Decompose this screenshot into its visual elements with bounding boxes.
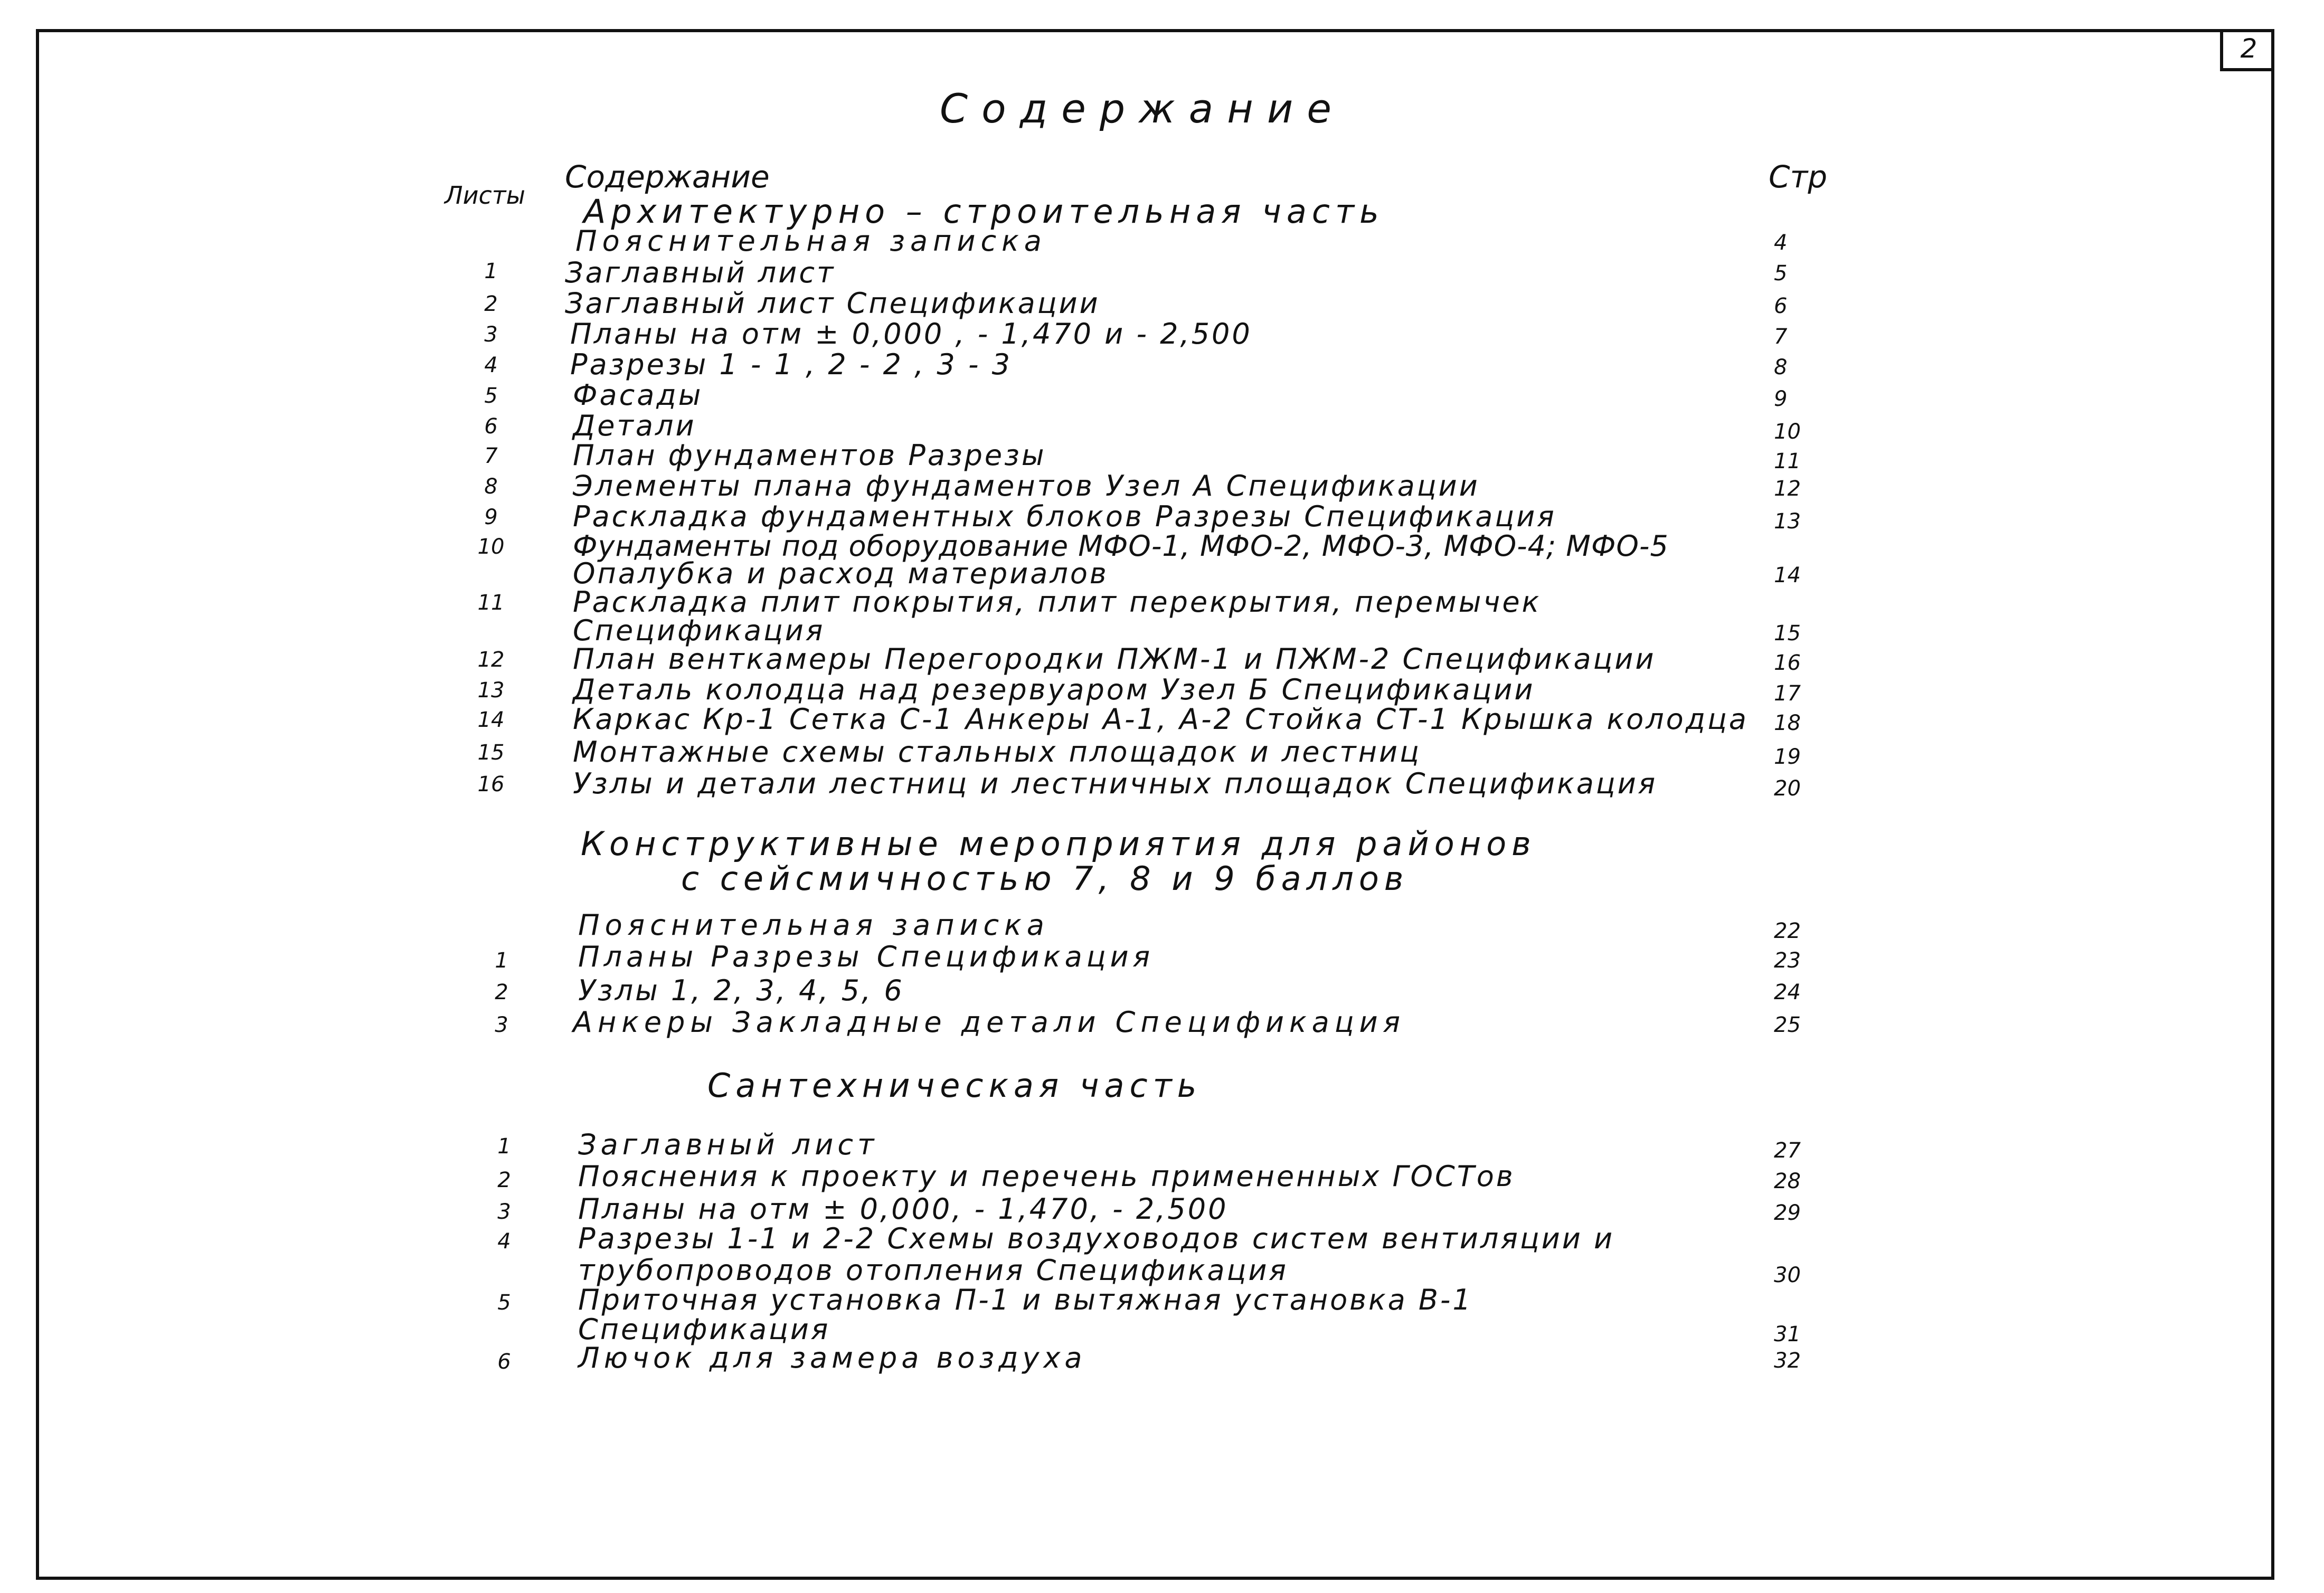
- row-number: 4: [497, 1229, 511, 1254]
- row-text: Узлы 1, 2, 3, 4, 5, 6: [578, 974, 904, 1007]
- row-page: 27: [1774, 1139, 1801, 1163]
- row-text: Элементы плана фундаментов Узел А Спецификации: [573, 469, 1480, 502]
- section-title-seismic-line2: с сейсмичностью 7, 8 и 9 баллов: [681, 859, 1409, 898]
- row-page: 20: [1774, 776, 1801, 801]
- row-page: 28: [1774, 1169, 1801, 1193]
- row-page: 14: [1774, 563, 1801, 587]
- row-text: Пояснительная записка: [578, 908, 1050, 942]
- row-page: 25: [1774, 1013, 1801, 1037]
- row-page: 24: [1774, 980, 1801, 1004]
- row-page: 32: [1774, 1349, 1801, 1373]
- row-number: 3: [495, 1013, 508, 1037]
- row-page: 4: [1774, 231, 1788, 255]
- row-number: 5: [484, 384, 498, 408]
- section-title-plumbing: Сантехническая часть: [707, 1066, 1202, 1105]
- row-text: Раскладка фундаментных блоков Разрезы Спецификация: [573, 500, 1556, 533]
- row-number: 1: [497, 1134, 511, 1159]
- row-text: Заглавный лист: [578, 1128, 878, 1161]
- row-text: План венткамеры Перегородки ПЖМ-1 и ПЖМ-2 Спецификации: [573, 642, 1656, 676]
- header-sheets: Листы: [445, 181, 525, 210]
- row-page: 29: [1774, 1201, 1801, 1225]
- row-page: 19: [1774, 745, 1801, 769]
- row-text: Детали: [573, 409, 696, 442]
- row-page: 10: [1774, 420, 1801, 444]
- row-page: 8: [1774, 355, 1788, 380]
- row-page: 31: [1774, 1322, 1801, 1347]
- row-text: Пояснения к проекту и перечень примененных ГОСТов: [578, 1160, 1515, 1193]
- row-page: 17: [1774, 681, 1801, 706]
- section-title-seismic: Конструктивные мероприятия для районов: [581, 824, 1536, 863]
- row-text: Планы на отм ± 0,000, - 1,470, - 2,500: [578, 1192, 1229, 1226]
- row-number: 10: [477, 535, 505, 559]
- row-text: Монтажные схемы стальных площадок и лестниц: [573, 735, 1421, 769]
- row-page: 18: [1774, 711, 1801, 735]
- row-text: Планы Разрезы Спецификация: [578, 940, 1155, 973]
- row-number: 2: [497, 1168, 511, 1192]
- row-text: Заглавный лист Спецификации: [565, 287, 1100, 320]
- row-number: 4: [484, 353, 498, 377]
- row-number: 13: [477, 678, 505, 703]
- row-text: Деталь колодца над резервуаром Узел Б Спецификации: [573, 673, 1535, 706]
- row-text: Пояснительная записка: [575, 224, 1047, 258]
- row-text: Планы на отм ± 0,000 , - 1,470 и - 2,500: [570, 317, 1252, 350]
- row-text: Каркас Кр-1 Сетка С-1 Анкеры А-1, А-2 Стойка СТ-1 Крышка колодца: [573, 703, 1749, 736]
- row-number: 1: [495, 949, 508, 973]
- row-number: 2: [495, 980, 508, 1004]
- row-page: 22: [1774, 919, 1801, 943]
- row-text: Приточная установка П-1 и вытяжная установка В-1: [578, 1283, 1473, 1316]
- row-text: Разрезы 1 - 1 , 2 - 2 , 3 - 3: [570, 348, 1012, 381]
- row-text: План фундаментов Разрезы: [573, 439, 1046, 472]
- row-page: 23: [1774, 949, 1801, 973]
- row-number: 14: [477, 708, 505, 732]
- row-number: 6: [484, 414, 498, 439]
- row-page: 16: [1774, 651, 1801, 675]
- row-text: Заглавный лист: [565, 256, 836, 289]
- row-page: 5: [1774, 261, 1788, 286]
- row-page: 9: [1774, 387, 1788, 411]
- row-number: 15: [477, 741, 505, 765]
- row-text: Раскладка плит покрытия, плит перекрытия, перемычек: [573, 585, 1542, 619]
- row-number: 12: [477, 648, 505, 672]
- row-page: 30: [1774, 1263, 1801, 1287]
- header-content: Содержание: [565, 159, 770, 195]
- row-number: 9: [484, 505, 498, 529]
- row-text: Спецификация: [573, 614, 825, 647]
- row-page: 12: [1774, 477, 1801, 501]
- header-page: Стр: [1769, 159, 1828, 195]
- row-text: Лючок для замера воздуха: [578, 1341, 1087, 1374]
- row-page: 15: [1774, 621, 1801, 646]
- row-text: Фасады: [573, 378, 703, 412]
- row-text: трубопроводов отопления Спецификация: [578, 1254, 1288, 1287]
- row-text: Анкеры Закладные детали Спецификация: [573, 1006, 1406, 1039]
- row-number: 3: [497, 1200, 511, 1224]
- row-number: 11: [477, 591, 505, 615]
- section-title-architecture: Архитектурно – строительная часть: [583, 192, 1384, 231]
- row-number: 2: [484, 292, 498, 316]
- row-number: 5: [497, 1291, 511, 1315]
- row-number: 7: [484, 444, 498, 468]
- row-text: Опалубка и расход материалов: [573, 557, 1109, 590]
- row-text: Узлы и детали лестниц и лестничных площадок Спецификация: [573, 767, 1658, 800]
- row-page: 11: [1774, 449, 1801, 473]
- row-number: 6: [497, 1350, 511, 1374]
- row-number: 16: [477, 772, 505, 796]
- row-text: Разрезы 1-1 и 2-2 Схемы воздуховодов систем вентиляции и: [578, 1222, 1615, 1255]
- row-number: 1: [484, 259, 498, 283]
- row-number: 8: [484, 475, 498, 499]
- row-text: Спецификация: [578, 1313, 830, 1346]
- row-page: 6: [1774, 294, 1788, 318]
- row-page: 7: [1774, 325, 1788, 349]
- row-text: Фундаменты под оборудование МФО-1, МФО-2, МФО-3, МФО-4; МФО-5: [573, 529, 1669, 563]
- drawing-frame: [36, 29, 2274, 1580]
- row-page: 13: [1774, 509, 1801, 534]
- page-number: 2: [2220, 29, 2274, 71]
- row-number: 3: [484, 323, 498, 347]
- page-title: Содержание: [940, 85, 1345, 132]
